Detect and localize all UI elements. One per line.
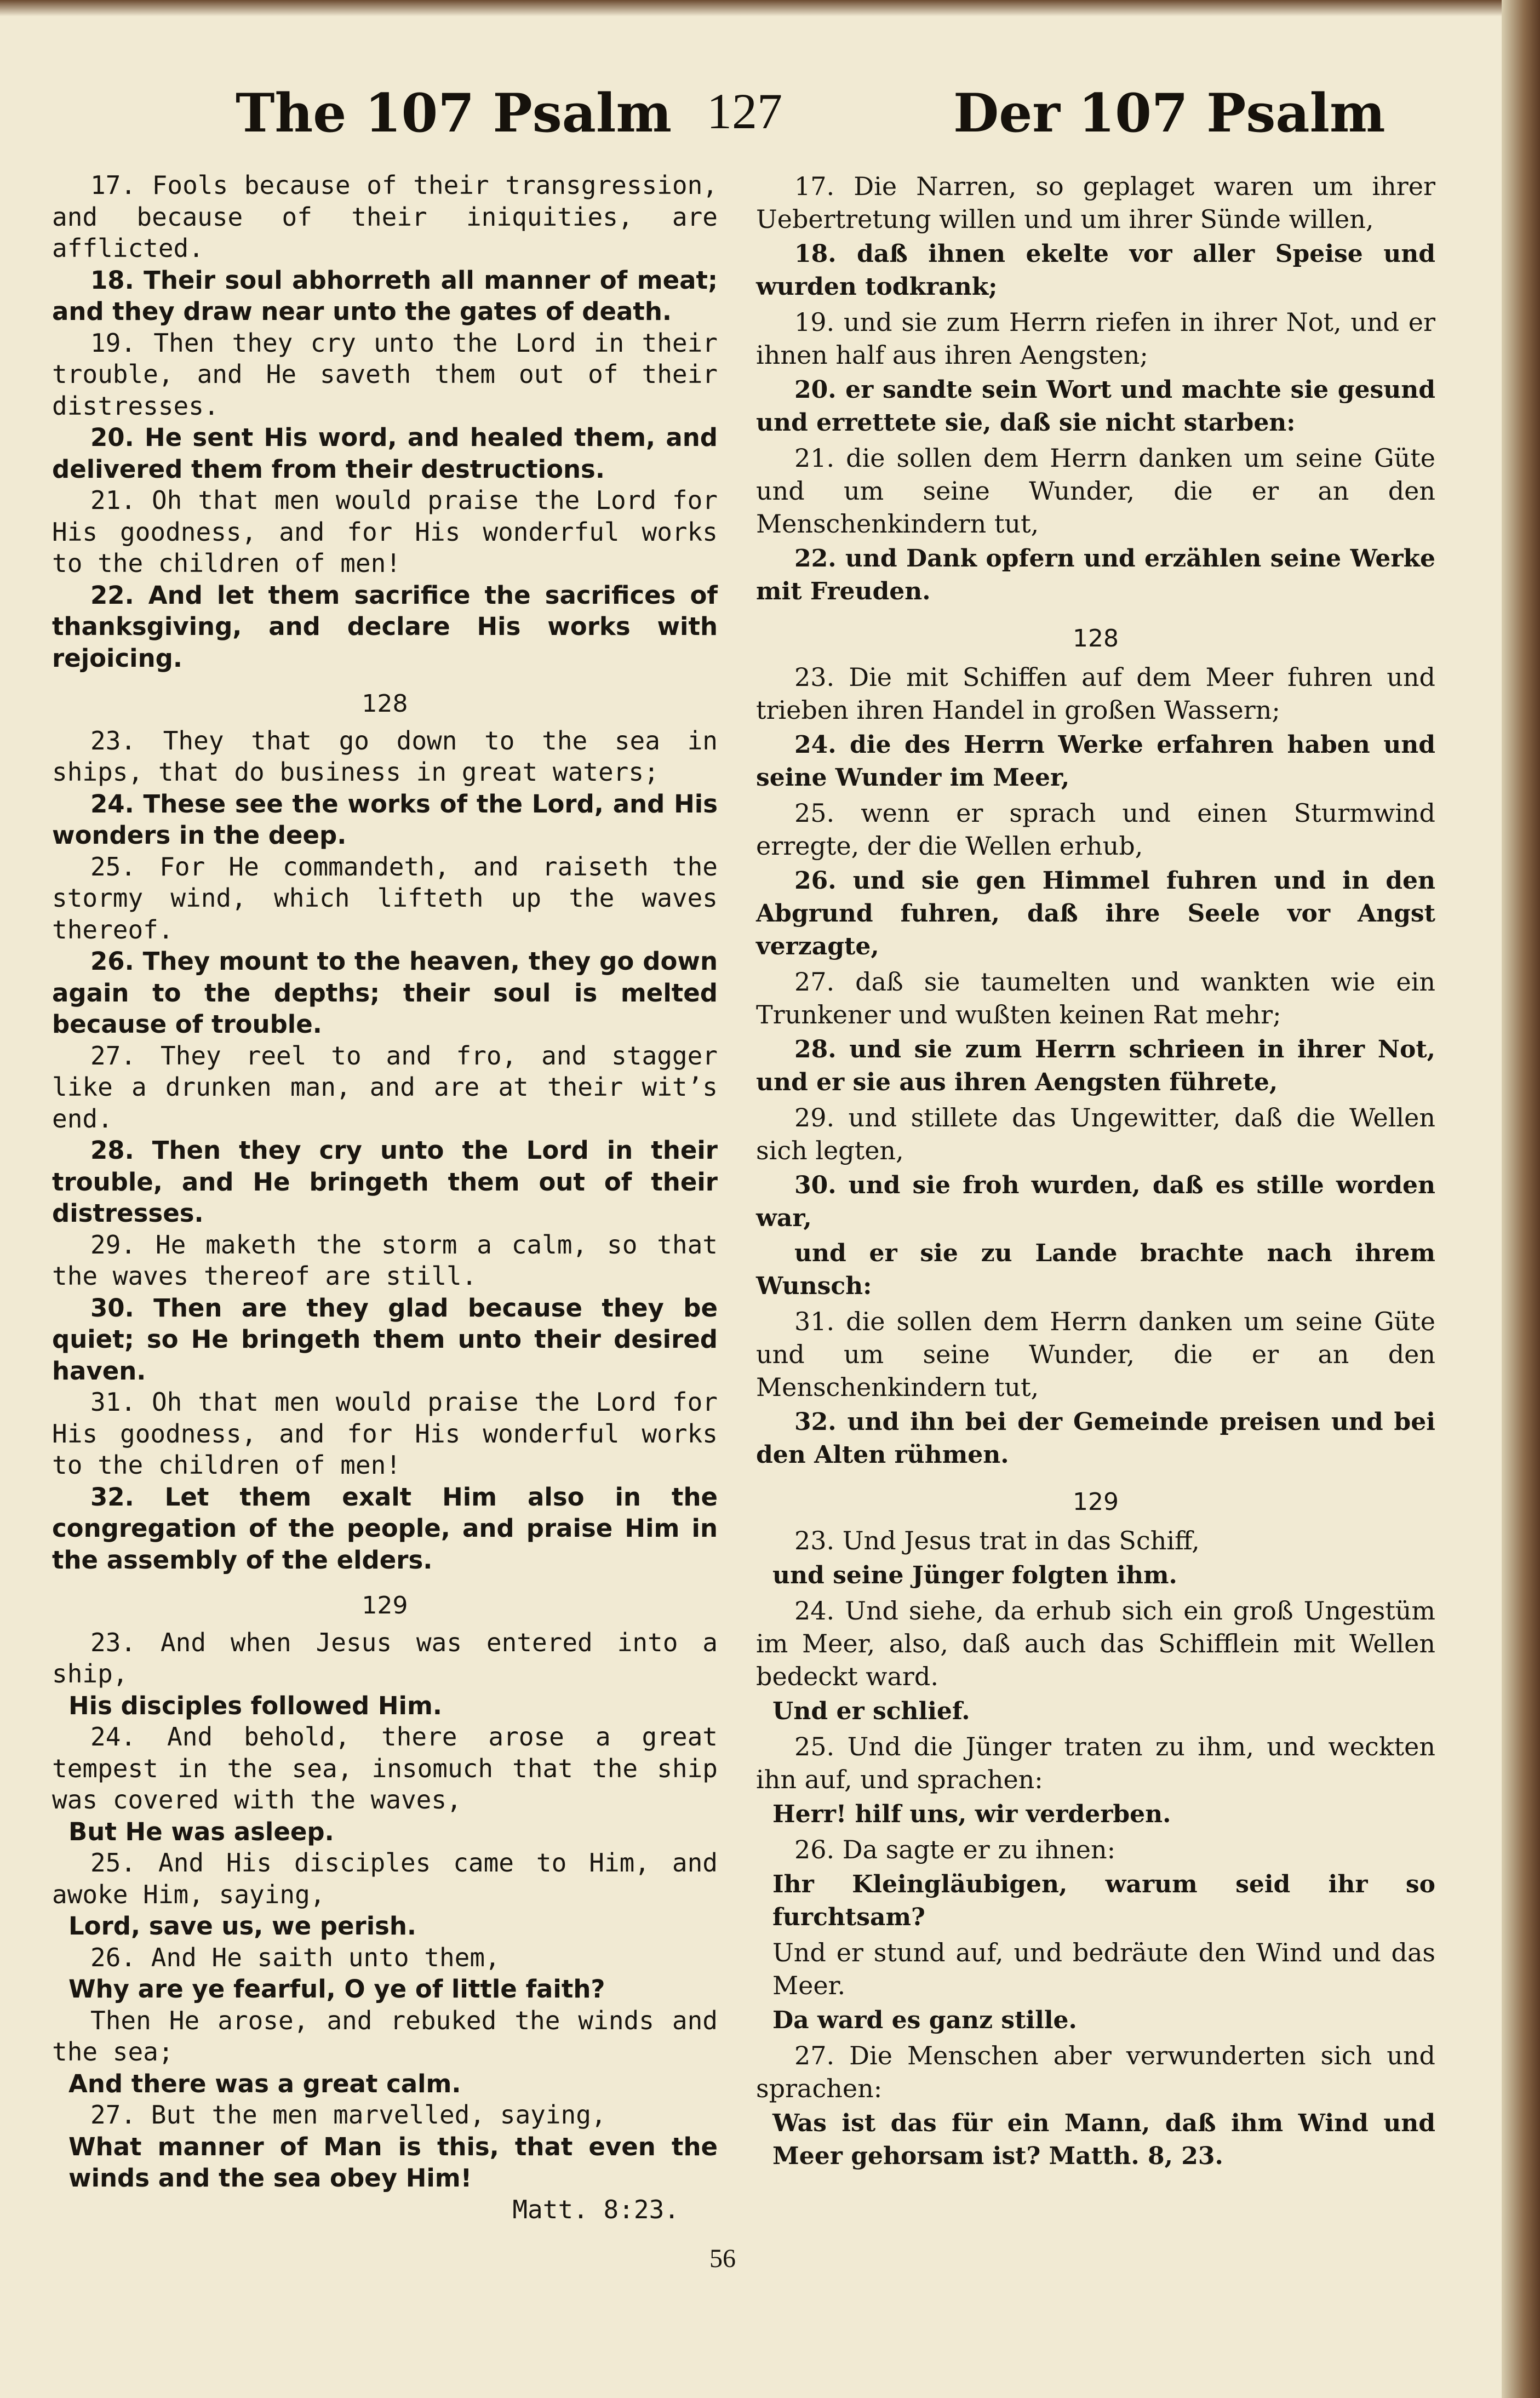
verse-text: 18. Their soul abhorreth all manner of meat; and they draw near unto the gates of death. xyxy=(52,265,718,326)
german-column xyxy=(756,170,1435,2175)
verse-text: 30. Then are they glad because they be quiet; so He bringeth them unto their desired haven. xyxy=(52,1293,718,1386)
response-line: und seine Jünger folgten ihm. xyxy=(772,1561,1177,1589)
book-spine-edge xyxy=(1502,0,1540,2398)
verse-text: 25. Und die Jünger traten zu ihm, und weckten ihn auf, und sprachen: xyxy=(756,1732,1435,1794)
verse-text: 21. die sollen dem Herrn danken um seine Güte und um seine Wunder, die er an den Menschenkindern tut, xyxy=(756,443,1435,539)
response-line: Und er stund auf, und bedräute den Wind und das Meer. xyxy=(772,1938,1435,2000)
response-line: Herr! hilf uns, wir verderben. xyxy=(772,1800,1171,1828)
section-number: 128 xyxy=(362,690,408,718)
verse-text: 28. Then they cry unto the Lord in their trouble, and He bringeth them out of their distresses. xyxy=(52,1136,718,1228)
response-line: Was ist das für ein Mann, daß ihm Wind und Meer gehorsam ist? Matth. 8, 23. xyxy=(772,2109,1435,2170)
verse-text: 26. und sie gen Himmel fuhren und in den Abgrund fuhren, daß ihre Seele vor Angst verzagte, xyxy=(756,867,1435,960)
verse-text: 26. Da sagte er zu ihnen: xyxy=(794,1835,1116,1864)
verse-text: 29. und stillete das Ungewitter, daß die Wellen sich legten, xyxy=(756,1103,1435,1165)
verse-text: 24. die des Herrn Werke erfahren haben und seine Wunder im Meer, xyxy=(756,731,1435,792)
response-line: His disciples followed Him. xyxy=(68,1691,442,1720)
section-number: 129 xyxy=(1073,1488,1119,1516)
verse-text: 23. And when Jesus was entered into a ship, xyxy=(52,1627,718,1689)
verse-text: 20. er sandte sein Wort und machte sie gesund und errettete sie, daß sie nicht starben: xyxy=(756,376,1435,437)
verse-text: 29. He maketh the storm a calm, so that the waves thereof are still. xyxy=(52,1229,718,1291)
response-line: Lord, save us, we perish. xyxy=(68,1911,417,1941)
verse-text: Then He arose, and rebuked the winds and the sea; xyxy=(52,2005,718,2067)
verse-text: 17. Die Narren, so geplaget waren um ihrer Uebertretung willen und um ihrer Sünde willen, xyxy=(756,171,1435,234)
verse-text: 26. And He saith unto them, xyxy=(90,1942,500,1972)
verse-text: 32. und ihn bei der Gemeinde preisen und bei den Alten rühmen. xyxy=(756,1408,1435,1469)
verse-text: 27. They reel to and fro, and stagger like a drunken man, and are at their wit’s end. xyxy=(52,1040,718,1134)
response-line: Ihr Kleingläubigen, warum seid ihr so furchtsam? xyxy=(772,1870,1435,1931)
scripture-reference: Matt. 8:23. xyxy=(512,2194,679,2224)
verse-text: 22. And let them sacrifice the sacrifices of thanksgiving, and declare His works with rejoicing. xyxy=(52,580,718,673)
page-number-top: 127 xyxy=(707,83,782,139)
verse-text: 32. Let them exalt Him also in the congregation of the people, and praise Him in the assembly of the elders. xyxy=(52,1482,718,1575)
verse-text: 20. He sent His word, and healed them, and delivered them from their destructions. xyxy=(52,423,718,484)
response-line: Why are ye fearful, O ye of little faith? xyxy=(68,1975,605,2004)
verse-text: 25. wenn er sprach und einen Sturmwind erregte, der die Wellen erhub, xyxy=(756,798,1435,861)
page-top-shadow xyxy=(0,0,1540,16)
german-title: Der 107 Psalm xyxy=(953,82,1386,144)
verse-text: 21. Oh that men would praise the Lord for His goodness, and for His wonderful works to the children of men! xyxy=(52,485,718,578)
verse-text: 17. Fools because of their transgression, and because of their iniquities, are afflicted. xyxy=(52,170,718,263)
verse-text: 31. Oh that men would praise the Lord for His goodness, and for His wonderful works to the children of men! xyxy=(52,1387,718,1480)
section-number: 128 xyxy=(1073,625,1119,653)
section-number: 129 xyxy=(362,1592,408,1619)
verse-text: 23. Die mit Schiffen auf dem Meer fuhren und trieben ihren Handel in großen Wassern; xyxy=(756,662,1435,725)
verse-text: 23. They that go down to the sea in ships, that do business in great waters; xyxy=(52,725,718,787)
verse-text: 19. Then they cry unto the Lord in their trouble, and He saveth them out of their distresses. xyxy=(52,328,718,421)
response-line: Da ward es ganz stille. xyxy=(772,2006,1077,2034)
verse-text: und er sie zu Lande brachte nach ihrem Wunsch: xyxy=(756,1239,1435,1300)
verse-text: 26. They mount to the heaven, they go down again to the depths; their soul is melted because of trouble. xyxy=(52,947,718,1039)
verse-text: 27. But the men marvelled, saying, xyxy=(90,2100,606,2130)
response-line: But He was asleep. xyxy=(68,1817,334,1846)
response-line: What manner of Man is this, that even the winds and the sea obey Him! xyxy=(68,2132,718,2193)
response-line: Und er schlief. xyxy=(772,1697,970,1725)
verse-text: 24. And behold, there arose a great tempest in the sea, insomuch that the ship was covered with the waves, xyxy=(52,1722,718,1815)
verse-text: 23. Und Jesus trat in das Schiff, xyxy=(794,1526,1200,1555)
english-column xyxy=(52,170,718,2225)
verse-text: 19. und sie zum Herrn riefen in ihrer Not, und er ihnen half aus ihren Aengsten; xyxy=(756,307,1435,370)
verse-text: 25. And His disciples came to Him, and awoke Him, saying, xyxy=(52,1848,718,1909)
verse-text: 30. und sie froh wurden, daß es stille worden war, xyxy=(756,1171,1435,1232)
verse-text: 24. Und siehe, da erhub sich ein groß Ungestüm im Meer, also, daß auch das Schifflein mit Wellen bedeckt ward. xyxy=(756,1596,1435,1691)
verse-text: 25. For He commandeth, and raiseth the stormy wind, which lifteth up the waves thereof. xyxy=(52,851,718,945)
verse-text: 18. daß ihnen ekelte vor aller Speise und wurden todkrank; xyxy=(756,240,1435,301)
verse-text: 27. Die Menschen aber verwunderten sich und sprachen: xyxy=(756,2041,1435,2103)
verse-text: 31. die sollen dem Herrn danken um seine Güte und um seine Wunder, die er an den Menschenkindern tut, xyxy=(756,1307,1435,1402)
verse-text: 22. und Dank opfern und erzählen seine Werke mit Freuden. xyxy=(756,545,1435,605)
verse-text: 24. These see the works of the Lord, and His wonders in the deep. xyxy=(52,789,718,850)
page-number-bottom: 56 xyxy=(709,2244,736,2273)
response-line: And there was a great calm. xyxy=(68,2069,461,2098)
verse-text: 27. daß sie taumelten und wankten wie ein Trunkener und wußten keinen Rat mehr; xyxy=(756,967,1435,1029)
verse-text: 28. und sie zum Herrn schrieen in ihrer Not, und er sie aus ihren Aengsten führete, xyxy=(756,1035,1435,1096)
english-title: The 107 Psalm xyxy=(236,82,672,144)
